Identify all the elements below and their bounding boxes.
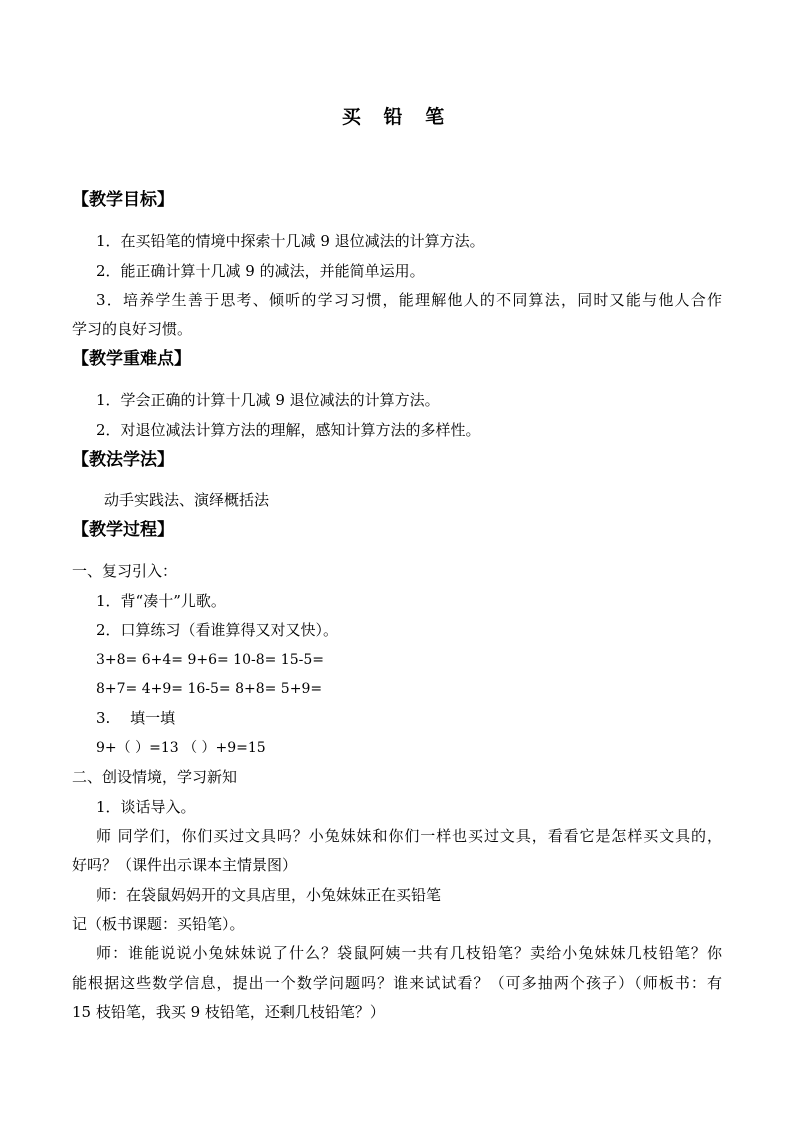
section-heading-key-points: 【教学重难点】 [72,349,191,369]
goal-item: 1．在买铅笔的情境中探索十几减 9 退位减法的计算方法。 [96,232,485,250]
section-heading-process: 【教学过程】 [72,520,174,540]
dialogue-line: 师：在袋鼠妈妈开的文具店里，小兔妹妹正在买铅笔 [96,886,442,904]
dialogue-line: 师：谁能说说小兔妹妹说了什么？袋鼠阿姨一共有几枝铅笔？卖给小兔妹妹几枝铅笔？你 [96,944,722,962]
arithmetic-row: 8+7= 4+9= 16-5= 8+8= 5+9= [96,681,323,697]
process-line: 1．谈话导入。 [96,798,196,816]
page-title: 买 铅 笔 [341,106,453,128]
dialogue-line: 师 同学们，你们买过文具吗？小兔妹妹和你们一样也买过文具，看看它是怎样买文具的， [96,827,722,845]
methods-text: 动手实践法、演绎概括法 [104,491,270,509]
process-step-title: 一、复习引入： [72,562,178,580]
process-line: 2．口算练习（看谁算得又对又快）。 [96,621,339,639]
goal-item: 3．培养学生善于思考、倾听的学习习惯，能理解他人的不同算法，同时又能与他人合作 [96,291,722,309]
goal-item-continuation: 学习的良好习惯。 [72,320,193,338]
dialogue-line-continuation: 能根据这些数学信息，提出一个数学问题吗？谁来试试看？（可多抽两个孩子）（师板书：有 [72,974,722,992]
arithmetic-row: 3+8= 6+4= 9+6= 10-8= 15-5= [96,652,324,668]
goal-item: 2．能正确计算十几减 9 的减法，并能简单运用。 [96,262,425,280]
key-point-item: 1．学会正确的计算十几减 9 退位减法的计算方法。 [96,391,440,409]
process-step-title: 二、创设情境，学习新知 [72,768,238,786]
process-line: 3. 填一填 [96,709,176,727]
dialogue-line-continuation: 15 枝铅笔，我买 9 枝铅笔，还剩几枝铅笔？） [72,1003,385,1021]
process-line: 1．背“凑十”儿歌。 [96,592,226,610]
section-heading-goals: 【教学目标】 [72,190,174,210]
dialogue-line-continuation: 记（板书课题：买铅笔）。 [72,915,245,933]
dialogue-line-continuation: 好吗？（课件出示课本主情景图） [72,856,298,874]
fill-in-row: 9+（ ）=13 （ ）+9=15 [96,740,266,756]
key-point-item: 2．对退位减法计算方法的理解，感知计算方法的多样性。 [96,421,481,439]
section-heading-methods: 【教法学法】 [72,450,174,470]
